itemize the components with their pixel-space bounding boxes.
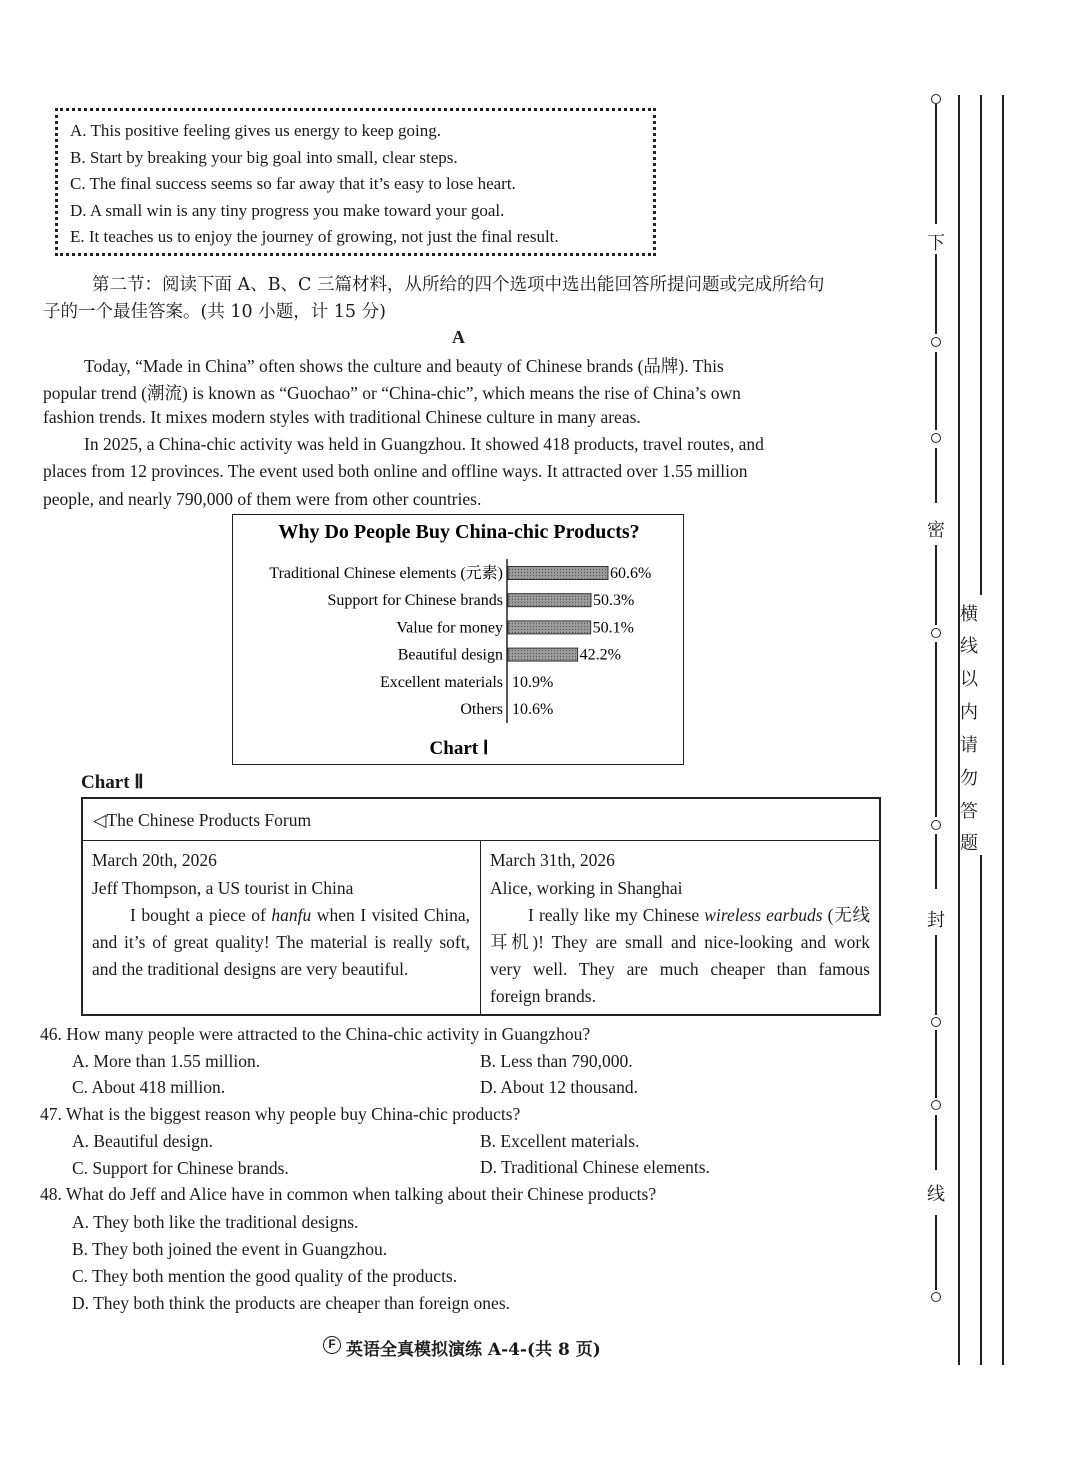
chart-category-label: Traditional Chinese elements (元素): [269, 565, 503, 582]
binding-inner-line-2a: [980, 95, 982, 595]
chart-2-label: Chart Ⅱ: [81, 772, 144, 793]
binding-line-seg: [935, 935, 937, 1015]
forum-title: ◁The Chinese Products Forum: [93, 810, 312, 830]
post-2-body-a: I really like my Chinese: [528, 905, 705, 925]
passage-line-4: In 2025, a China-chic activity was held in Guangzhou. It showed 418 products, travel routes, and: [84, 434, 764, 454]
chart-value-label: 42.2%: [579, 646, 621, 664]
question-47-choice-b: B. Excellent materials.: [480, 1131, 640, 1151]
chart-value-label: 60.6%: [610, 565, 652, 582]
question-46-stem: 46. How many people were attracted to the China-chic activity in Guangzhou?: [40, 1024, 591, 1044]
binding-char-xia: 下: [927, 233, 945, 254]
passage-line-2: popular trend (潮流) is known as “Guochao” or “China-chic”, which means the rise of China’s own: [43, 383, 741, 403]
question-47-choice-a: A. Beautiful design.: [72, 1131, 213, 1151]
passage-line-3: fashion trends. It mixes modern styles with traditional Chinese culture in many areas.: [43, 407, 641, 427]
binding-line-seg: [935, 1115, 937, 1170]
question-48-stem: 48. What do Jeff and Alice have in common when talking about their Chinese products?: [40, 1184, 657, 1204]
footer-text: 英语全真模拟演练 A-4-(共 8 页): [346, 1340, 601, 1360]
chart-category-label: Beautiful design: [397, 646, 503, 664]
binding-line-seg: [935, 834, 937, 889]
option-b: B. Start by breaking your big goal into small, clear steps.: [70, 148, 458, 167]
binding-inner-char: 答: [960, 801, 978, 822]
post-2-body-b: (无线耳机)! They are small and nice-looking and work very well. They are much cheaper than famous foreign brands.: [490, 905, 870, 1006]
binding-inner-line-3: [1002, 95, 1004, 1365]
binding-circle: [931, 820, 941, 830]
post-2-date: March 31th, 2026: [490, 850, 615, 870]
binding-circle: [931, 1017, 941, 1027]
question-46-choice-d: D. About 12 thousand.: [480, 1077, 638, 1097]
question-47-choice-c: C. Support for Chinese brands.: [72, 1158, 289, 1178]
chart-category-label: Value for money: [396, 619, 503, 637]
chart-category-label: Excellent materials: [379, 673, 503, 691]
question-46-choice-c: C. About 418 million.: [72, 1077, 226, 1097]
binding-inner-line-1: [958, 95, 960, 1365]
binding-line-seg: [935, 1215, 937, 1290]
binding-char-xian: 线: [927, 1184, 945, 1205]
chart-caption: Chart Ⅰ: [429, 738, 489, 759]
binding-inner-char: 以: [960, 669, 978, 690]
question-48-choice-b: B. They both joined the event in Guangzhou.: [72, 1239, 388, 1259]
binding-line-seg: [935, 352, 937, 430]
passage-line-5: places from 12 provinces. The event used both online and offline ways. It attracted over 1.55 million: [43, 461, 748, 481]
footer-badge: F: [323, 1336, 341, 1354]
binding-inner-line-2b: [980, 855, 982, 1365]
binding-char-feng: 封: [927, 910, 945, 931]
option-c: C. The final success seems so far away that it’s easy to lose heart.: [70, 174, 516, 193]
chart-value-label: 50.1%: [592, 619, 635, 637]
chart-value-label: 50.3%: [593, 592, 635, 610]
binding-line-seg: [935, 1030, 937, 1098]
post-2-author: Alice, working in Shanghai: [490, 878, 683, 898]
binding-line-seg: [935, 642, 937, 817]
binding-inner-char: 请: [960, 735, 978, 756]
binding-circle: [931, 1100, 941, 1110]
section-instruction-line-2: 子的一个最佳答案。(共 10 小题，计 15 分): [43, 302, 386, 322]
chart-title: Why Do People Buy China-chic Products?: [278, 521, 640, 543]
binding-inner-char: 横: [960, 604, 978, 625]
binding-inner-char: 勿: [960, 768, 978, 789]
binding-line-seg: [935, 448, 937, 503]
post-1-body-em: hanfu: [271, 905, 312, 925]
section-instruction-line-1: 第二节：阅读下面 A、B、C 三篇材料，从所给的四个选项中选出能回答所提问题或完成所给句: [92, 275, 825, 295]
passage-line-6: people, and nearly 790,000 of them were from other countries.: [43, 489, 482, 509]
question-46-choice-b: B. Less than 790,000.: [480, 1051, 633, 1071]
binding-circle: [931, 628, 941, 638]
binding-circle: [931, 94, 941, 104]
binding-inner-char: 题: [960, 833, 978, 854]
option-a: A. This positive feeling gives us energy to keep going.: [70, 121, 441, 140]
chart-category-label: Support for Chinese brands: [327, 592, 503, 610]
binding-circle: [931, 433, 941, 443]
question-48-choice-a: A. They both like the traditional designs.: [72, 1212, 359, 1232]
passage-line-1: Today, “Made in China” often shows the culture and beauty of Chinese brands (品牌). This: [84, 356, 724, 376]
post-1-author: Jeff Thompson, a US tourist in China: [92, 878, 354, 898]
chart-category-label: Others: [460, 701, 503, 718]
option-d: D. A small win is any tiny progress you make toward your goal.: [70, 201, 505, 220]
binding-inner-char: 内: [960, 702, 978, 723]
question-47-stem: 47. What is the biggest reason why people buy China-chic products?: [40, 1104, 521, 1124]
question-48-choice-d: D. They both think the products are cheaper than foreign ones.: [72, 1293, 511, 1313]
passage-heading: A: [452, 327, 465, 347]
binding-char-mi: 密: [927, 520, 945, 541]
binding-circle: [931, 337, 941, 347]
option-e: E. It teaches us to enjoy the journey of growing, not just the final result.: [70, 227, 559, 246]
post-2-body-em: wireless earbuds: [704, 905, 823, 925]
post-1-body-a: I bought a piece of: [130, 905, 272, 925]
binding-line-seg: [935, 545, 937, 625]
question-46-choice-a: A. More than 1.55 million.: [72, 1051, 261, 1071]
question-47-choice-d: D. Traditional Chinese elements.: [480, 1157, 710, 1177]
binding-line-seg: [935, 104, 937, 224]
chart-value-label: 10.6%: [512, 701, 554, 718]
binding-line-seg: [935, 254, 937, 334]
post-1-date: March 20th, 2026: [92, 850, 217, 870]
binding-inner-char: 线: [960, 636, 978, 657]
chart-value-label: 10.9%: [512, 673, 554, 691]
question-48-choice-c: C. They both mention the good quality of the products.: [72, 1266, 458, 1286]
binding-circle: [931, 1292, 941, 1302]
post-1-body-b: when I visited China, and it’s of great quality! The material is really soft, and the traditional designs are very beautiful.: [92, 905, 470, 979]
